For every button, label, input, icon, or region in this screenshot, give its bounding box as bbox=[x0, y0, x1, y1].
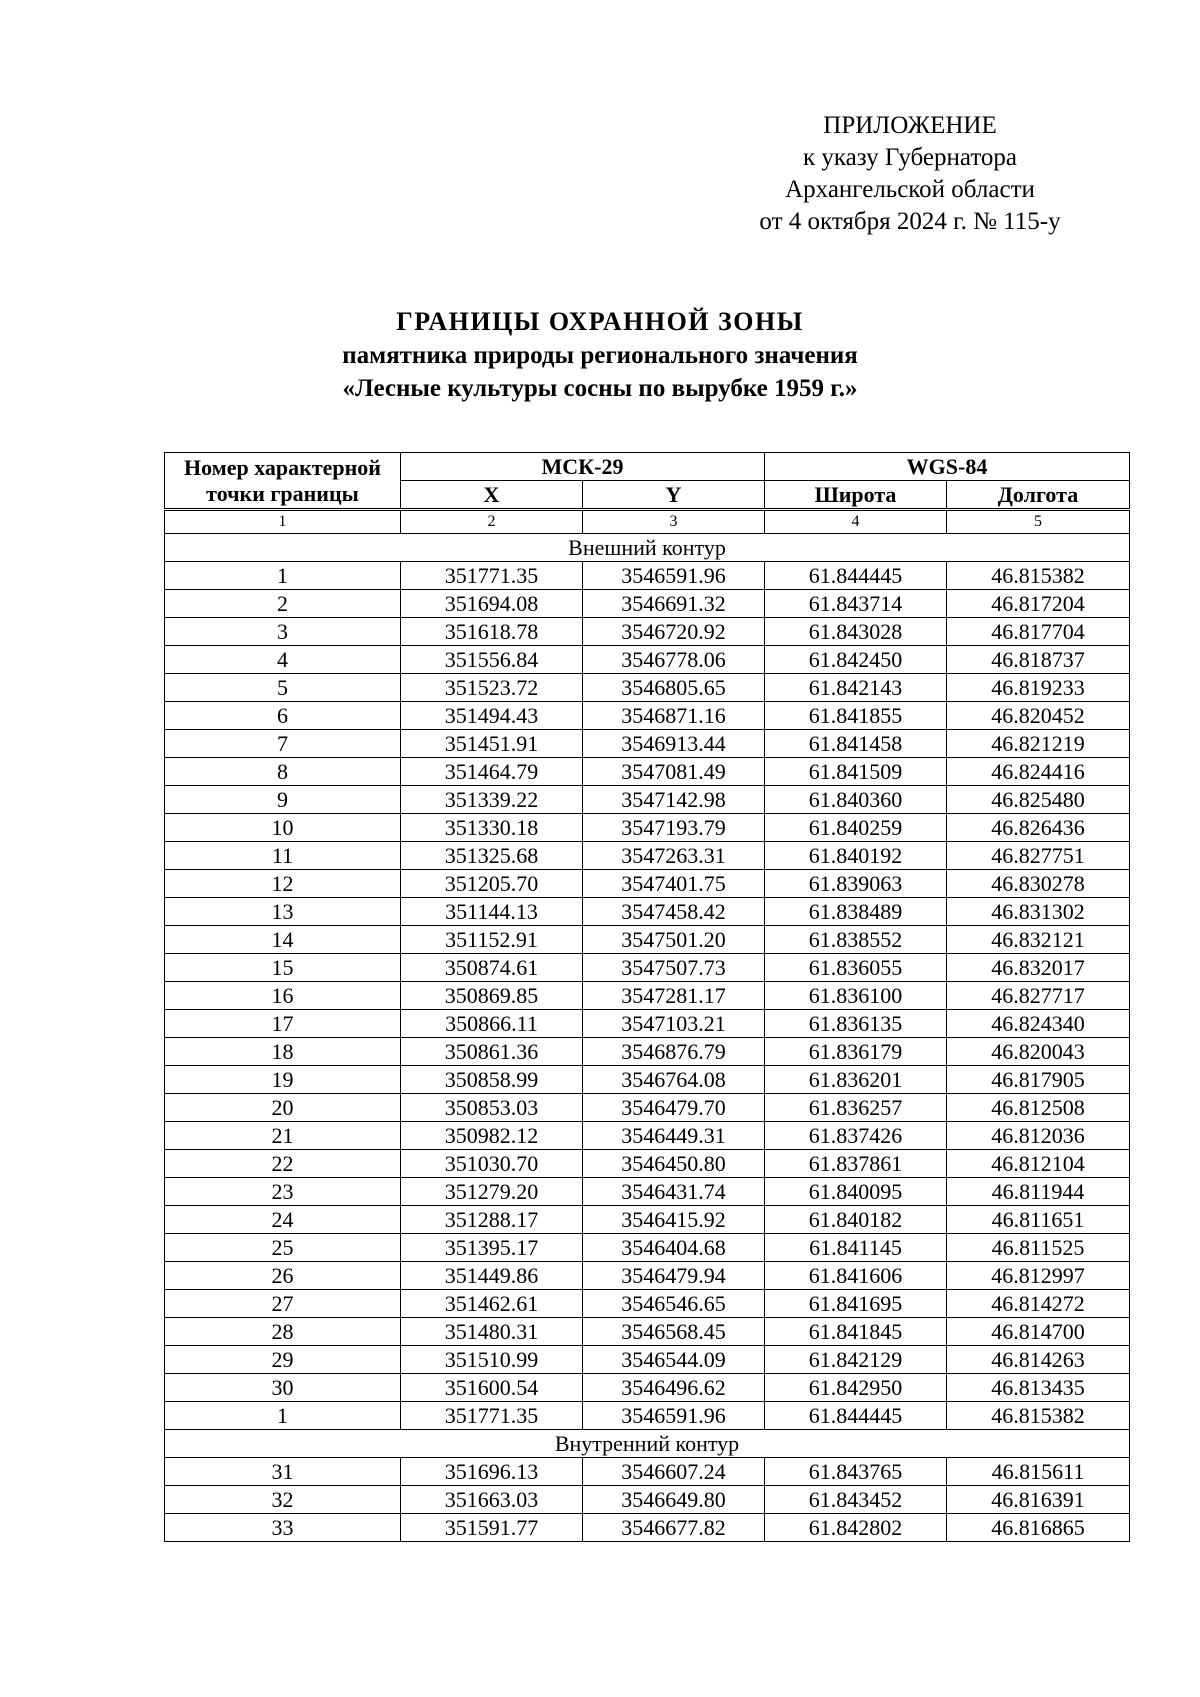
cell-latitude: 61.839063 bbox=[765, 870, 947, 898]
cell-latitude: 61.842950 bbox=[765, 1374, 947, 1402]
cell-x: 351288.17 bbox=[401, 1206, 583, 1234]
table-row bbox=[165, 1178, 1130, 1206]
cell-longitude: 46.814700 bbox=[947, 1318, 1130, 1346]
cell-longitude: 46.821219 bbox=[947, 730, 1130, 758]
cell-x: 351205.70 bbox=[401, 870, 583, 898]
section-label-inner: Внутренний контур bbox=[165, 1430, 1130, 1458]
cell-latitude: 61.842450 bbox=[765, 646, 947, 674]
cell-x: 350982.12 bbox=[401, 1122, 583, 1150]
table-body bbox=[165, 534, 1130, 1542]
column-index: 2 bbox=[401, 510, 583, 534]
cell-point-number: 7 bbox=[165, 730, 401, 758]
table-row bbox=[165, 702, 1130, 730]
cell-latitude: 61.841509 bbox=[765, 758, 947, 786]
cell-latitude: 61.836179 bbox=[765, 1038, 947, 1066]
column-index: 4 bbox=[765, 510, 947, 534]
cell-point-number: 14 bbox=[165, 926, 401, 954]
cell-y: 3546649.80 bbox=[583, 1486, 765, 1514]
table-row bbox=[165, 1374, 1130, 1402]
cell-longitude: 46.825480 bbox=[947, 786, 1130, 814]
table-row bbox=[165, 954, 1130, 982]
cell-point-number: 24 bbox=[165, 1206, 401, 1234]
cell-point-number: 1 bbox=[165, 562, 401, 590]
cell-latitude: 61.843452 bbox=[765, 1486, 947, 1514]
cell-y: 3546415.92 bbox=[583, 1206, 765, 1234]
cell-longitude: 46.830278 bbox=[947, 870, 1130, 898]
cell-x: 350861.36 bbox=[401, 1038, 583, 1066]
cell-y: 3547193.79 bbox=[583, 814, 765, 842]
cell-x: 351395.17 bbox=[401, 1234, 583, 1262]
cell-y: 3546871.16 bbox=[583, 702, 765, 730]
cell-point-number: 15 bbox=[165, 954, 401, 982]
cell-x: 351591.77 bbox=[401, 1514, 583, 1542]
cell-latitude: 61.842802 bbox=[765, 1514, 947, 1542]
appendix-title: ПРИЛОЖЕНИЕ bbox=[823, 112, 997, 139]
cell-y: 3546805.65 bbox=[583, 674, 765, 702]
table-row bbox=[165, 1094, 1130, 1122]
table-row bbox=[165, 814, 1130, 842]
cell-x: 351696.13 bbox=[401, 1458, 583, 1486]
appendix-date: от 4 октября 2024 г. № 115-у bbox=[759, 208, 1061, 235]
cell-longitude: 46.827717 bbox=[947, 982, 1130, 1010]
coordinates-table bbox=[164, 452, 1130, 1542]
cell-y: 3546479.70 bbox=[583, 1094, 765, 1122]
cell-longitude: 46.816865 bbox=[947, 1514, 1130, 1542]
cell-y: 3546691.32 bbox=[583, 590, 765, 618]
cell-y: 3546720.92 bbox=[583, 618, 765, 646]
table-row bbox=[165, 1122, 1130, 1150]
table-row bbox=[165, 926, 1130, 954]
cell-y: 3546591.96 bbox=[583, 562, 765, 590]
cell-point-number: 32 bbox=[165, 1486, 401, 1514]
cell-point-number: 28 bbox=[165, 1318, 401, 1346]
table-row bbox=[165, 982, 1130, 1010]
cell-y: 3547263.31 bbox=[583, 842, 765, 870]
header-y: Y bbox=[583, 481, 765, 510]
cell-latitude: 61.840259 bbox=[765, 814, 947, 842]
cell-latitude: 61.840095 bbox=[765, 1178, 947, 1206]
cell-point-number: 22 bbox=[165, 1150, 401, 1178]
header-wgs84: WGS-84 bbox=[765, 453, 1130, 481]
table-row bbox=[165, 842, 1130, 870]
section-row-inner bbox=[165, 1430, 1130, 1458]
table-row bbox=[165, 1346, 1130, 1374]
cell-x: 351462.61 bbox=[401, 1290, 583, 1318]
cell-y: 3546449.31 bbox=[583, 1122, 765, 1150]
cell-x: 351339.22 bbox=[401, 786, 583, 814]
cell-y: 3546450.80 bbox=[583, 1150, 765, 1178]
cell-longitude: 46.832017 bbox=[947, 954, 1130, 982]
table-header bbox=[165, 453, 1130, 534]
cell-x: 351771.35 bbox=[401, 562, 583, 590]
cell-y: 3546496.62 bbox=[583, 1374, 765, 1402]
table-row bbox=[165, 1486, 1130, 1514]
table-row bbox=[165, 1150, 1130, 1178]
cell-point-number: 31 bbox=[165, 1458, 401, 1486]
cell-longitude: 46.815611 bbox=[947, 1458, 1130, 1486]
cell-longitude: 46.826436 bbox=[947, 814, 1130, 842]
table-row bbox=[165, 1318, 1130, 1346]
cell-x: 351618.78 bbox=[401, 618, 583, 646]
cell-x: 351480.31 bbox=[401, 1318, 583, 1346]
cell-y: 3547142.98 bbox=[583, 786, 765, 814]
cell-y: 3546778.06 bbox=[583, 646, 765, 674]
cell-latitude: 61.836100 bbox=[765, 982, 947, 1010]
cell-y: 3547103.21 bbox=[583, 1010, 765, 1038]
column-index-row bbox=[165, 510, 1130, 534]
cell-y: 3547458.42 bbox=[583, 898, 765, 926]
cell-x: 351144.13 bbox=[401, 898, 583, 926]
cell-x: 350853.03 bbox=[401, 1094, 583, 1122]
cell-longitude: 46.817204 bbox=[947, 590, 1130, 618]
cell-point-number: 25 bbox=[165, 1234, 401, 1262]
cell-point-number: 18 bbox=[165, 1038, 401, 1066]
table-row bbox=[165, 1514, 1130, 1542]
cell-latitude: 61.841458 bbox=[765, 730, 947, 758]
cell-y: 3546876.79 bbox=[583, 1038, 765, 1066]
table-row bbox=[165, 646, 1130, 674]
cell-longitude: 46.831302 bbox=[947, 898, 1130, 926]
cell-point-number: 5 bbox=[165, 674, 401, 702]
cell-longitude: 46.817704 bbox=[947, 618, 1130, 646]
header-point-line1: Номер характерной bbox=[184, 454, 381, 480]
cell-latitude: 61.843765 bbox=[765, 1458, 947, 1486]
cell-y: 3546677.82 bbox=[583, 1514, 765, 1542]
cell-point-number: 11 bbox=[165, 842, 401, 870]
cell-latitude: 61.837861 bbox=[765, 1150, 947, 1178]
cell-x: 350858.99 bbox=[401, 1066, 583, 1094]
appendix-header bbox=[620, 110, 1200, 238]
table-row bbox=[165, 674, 1130, 702]
cell-latitude: 61.840182 bbox=[765, 1206, 947, 1234]
table-row bbox=[165, 1010, 1130, 1038]
cell-point-number: 1 bbox=[165, 1402, 401, 1430]
header-longitude: Долгота bbox=[947, 481, 1130, 510]
cell-longitude: 46.811525 bbox=[947, 1234, 1130, 1262]
cell-point-number: 27 bbox=[165, 1290, 401, 1318]
cell-latitude: 61.840192 bbox=[765, 842, 947, 870]
cell-longitude: 46.815382 bbox=[947, 562, 1130, 590]
cell-x: 351510.99 bbox=[401, 1346, 583, 1374]
cell-x: 351694.08 bbox=[401, 590, 583, 618]
title-sub-2: «Лесные культуры сосны по вырубке 1959 г.» bbox=[342, 375, 858, 402]
cell-longitude: 46.816391 bbox=[947, 1486, 1130, 1514]
cell-latitude: 61.836135 bbox=[765, 1010, 947, 1038]
title-sub-1: памятника природы регионального значения bbox=[342, 342, 858, 369]
cell-point-number: 29 bbox=[165, 1346, 401, 1374]
section-label-outer: Внешний контур bbox=[165, 534, 1130, 562]
table-row bbox=[165, 758, 1130, 786]
cell-point-number: 13 bbox=[165, 898, 401, 926]
cell-point-number: 23 bbox=[165, 1178, 401, 1206]
cell-point-number: 3 bbox=[165, 618, 401, 646]
header-x: X bbox=[401, 481, 583, 510]
cell-latitude: 61.841855 bbox=[765, 702, 947, 730]
cell-point-number: 17 bbox=[165, 1010, 401, 1038]
table-row bbox=[165, 1038, 1130, 1066]
cell-point-number: 4 bbox=[165, 646, 401, 674]
cell-longitude: 46.813435 bbox=[947, 1374, 1130, 1402]
cell-y: 3546568.45 bbox=[583, 1318, 765, 1346]
cell-y: 3546546.65 bbox=[583, 1290, 765, 1318]
cell-x: 351325.68 bbox=[401, 842, 583, 870]
cell-x: 351663.03 bbox=[401, 1486, 583, 1514]
cell-longitude: 46.814263 bbox=[947, 1346, 1130, 1374]
cell-y: 3546431.74 bbox=[583, 1178, 765, 1206]
cell-x: 351030.70 bbox=[401, 1150, 583, 1178]
cell-latitude: 61.841606 bbox=[765, 1262, 947, 1290]
cell-longitude: 46.812036 bbox=[947, 1122, 1130, 1150]
cell-longitude: 46.814272 bbox=[947, 1290, 1130, 1318]
cell-point-number: 9 bbox=[165, 786, 401, 814]
cell-longitude: 46.811944 bbox=[947, 1178, 1130, 1206]
cell-longitude: 46.815382 bbox=[947, 1402, 1130, 1430]
cell-point-number: 10 bbox=[165, 814, 401, 842]
cell-longitude: 46.812997 bbox=[947, 1262, 1130, 1290]
cell-point-number: 33 bbox=[165, 1514, 401, 1542]
cell-x: 351279.20 bbox=[401, 1178, 583, 1206]
cell-point-number: 30 bbox=[165, 1374, 401, 1402]
cell-y: 3546913.44 bbox=[583, 730, 765, 758]
cell-y: 3546544.09 bbox=[583, 1346, 765, 1374]
table-row bbox=[165, 730, 1130, 758]
cell-longitude: 46.827751 bbox=[947, 842, 1130, 870]
cell-point-number: 16 bbox=[165, 982, 401, 1010]
cell-point-number: 6 bbox=[165, 702, 401, 730]
cell-latitude: 61.836257 bbox=[765, 1094, 947, 1122]
cell-x: 350874.61 bbox=[401, 954, 583, 982]
cell-latitude: 61.836201 bbox=[765, 1066, 947, 1094]
cell-y: 3546764.08 bbox=[583, 1066, 765, 1094]
table-row bbox=[165, 786, 1130, 814]
cell-y: 3547281.17 bbox=[583, 982, 765, 1010]
cell-latitude: 61.844445 bbox=[765, 1402, 947, 1430]
cell-longitude: 46.812104 bbox=[947, 1150, 1130, 1178]
cell-latitude: 61.842143 bbox=[765, 674, 947, 702]
column-index: 3 bbox=[583, 510, 765, 534]
cell-x: 351523.72 bbox=[401, 674, 583, 702]
table-row bbox=[165, 1458, 1130, 1486]
table-row bbox=[165, 1206, 1130, 1234]
cell-point-number: 21 bbox=[165, 1122, 401, 1150]
cell-y: 3546591.96 bbox=[583, 1402, 765, 1430]
cell-x: 351771.35 bbox=[401, 1402, 583, 1430]
header-point-line2: точки границы bbox=[206, 480, 359, 506]
table-row bbox=[165, 618, 1130, 646]
cell-y: 3547081.49 bbox=[583, 758, 765, 786]
cell-latitude: 61.841145 bbox=[765, 1234, 947, 1262]
cell-y: 3547507.73 bbox=[583, 954, 765, 982]
cell-point-number: 8 bbox=[165, 758, 401, 786]
cell-latitude: 61.837426 bbox=[765, 1122, 947, 1150]
column-index: 1 bbox=[165, 510, 401, 534]
cell-y: 3546479.94 bbox=[583, 1262, 765, 1290]
cell-longitude: 46.820452 bbox=[947, 702, 1130, 730]
cell-point-number: 12 bbox=[165, 870, 401, 898]
cell-x: 351451.91 bbox=[401, 730, 583, 758]
cell-longitude: 46.817905 bbox=[947, 1066, 1130, 1094]
cell-y: 3547501.20 bbox=[583, 926, 765, 954]
document-title bbox=[0, 305, 1200, 405]
cell-latitude: 61.838552 bbox=[765, 926, 947, 954]
table-row bbox=[165, 1402, 1130, 1430]
cell-longitude: 46.832121 bbox=[947, 926, 1130, 954]
cell-y: 3546607.24 bbox=[583, 1458, 765, 1486]
table-row bbox=[165, 1262, 1130, 1290]
cell-longitude: 46.824340 bbox=[947, 1010, 1130, 1038]
appendix-region: Архангельской области bbox=[785, 176, 1035, 203]
column-index: 5 bbox=[947, 510, 1130, 534]
cell-longitude: 46.824416 bbox=[947, 758, 1130, 786]
cell-x: 351494.43 bbox=[401, 702, 583, 730]
cell-point-number: 2 bbox=[165, 590, 401, 618]
cell-longitude: 46.820043 bbox=[947, 1038, 1130, 1066]
cell-point-number: 19 bbox=[165, 1066, 401, 1094]
table-row bbox=[165, 590, 1130, 618]
cell-x: 351449.86 bbox=[401, 1262, 583, 1290]
cell-y: 3546404.68 bbox=[583, 1234, 765, 1262]
cell-latitude: 61.843714 bbox=[765, 590, 947, 618]
cell-latitude: 61.844445 bbox=[765, 562, 947, 590]
cell-x: 350869.85 bbox=[401, 982, 583, 1010]
cell-latitude: 61.836055 bbox=[765, 954, 947, 982]
table-row bbox=[165, 870, 1130, 898]
cell-x: 351152.91 bbox=[401, 926, 583, 954]
cell-longitude: 46.811651 bbox=[947, 1206, 1130, 1234]
table-row bbox=[165, 1290, 1130, 1318]
header-latitude: Широта bbox=[765, 481, 947, 510]
cell-longitude: 46.812508 bbox=[947, 1094, 1130, 1122]
cell-x: 350866.11 bbox=[401, 1010, 583, 1038]
table-row bbox=[165, 898, 1130, 926]
table-row bbox=[165, 1066, 1130, 1094]
cell-x: 351464.79 bbox=[401, 758, 583, 786]
cell-latitude: 61.840360 bbox=[765, 786, 947, 814]
section-row-outer bbox=[165, 534, 1130, 562]
cell-x: 351600.54 bbox=[401, 1374, 583, 1402]
cell-latitude: 61.841695 bbox=[765, 1290, 947, 1318]
cell-x: 351556.84 bbox=[401, 646, 583, 674]
cell-latitude: 61.841845 bbox=[765, 1318, 947, 1346]
cell-y: 3547401.75 bbox=[583, 870, 765, 898]
cell-longitude: 46.819233 bbox=[947, 674, 1130, 702]
cell-latitude: 61.842129 bbox=[765, 1346, 947, 1374]
cell-latitude: 61.838489 bbox=[765, 898, 947, 926]
cell-longitude: 46.818737 bbox=[947, 646, 1130, 674]
cell-point-number: 26 bbox=[165, 1262, 401, 1290]
table-row bbox=[165, 562, 1130, 590]
appendix-decree: к указу Губернатора bbox=[802, 144, 1018, 171]
cell-x: 351330.18 bbox=[401, 814, 583, 842]
cell-point-number: 20 bbox=[165, 1094, 401, 1122]
table-row bbox=[165, 1234, 1130, 1262]
header-msk29: МСК-29 bbox=[401, 453, 765, 481]
cell-latitude: 61.843028 bbox=[765, 618, 947, 646]
title-main: ГРАНИЦЫ ОХРАННОЙ ЗОНЫ bbox=[396, 307, 804, 336]
header-point-number bbox=[165, 453, 401, 510]
